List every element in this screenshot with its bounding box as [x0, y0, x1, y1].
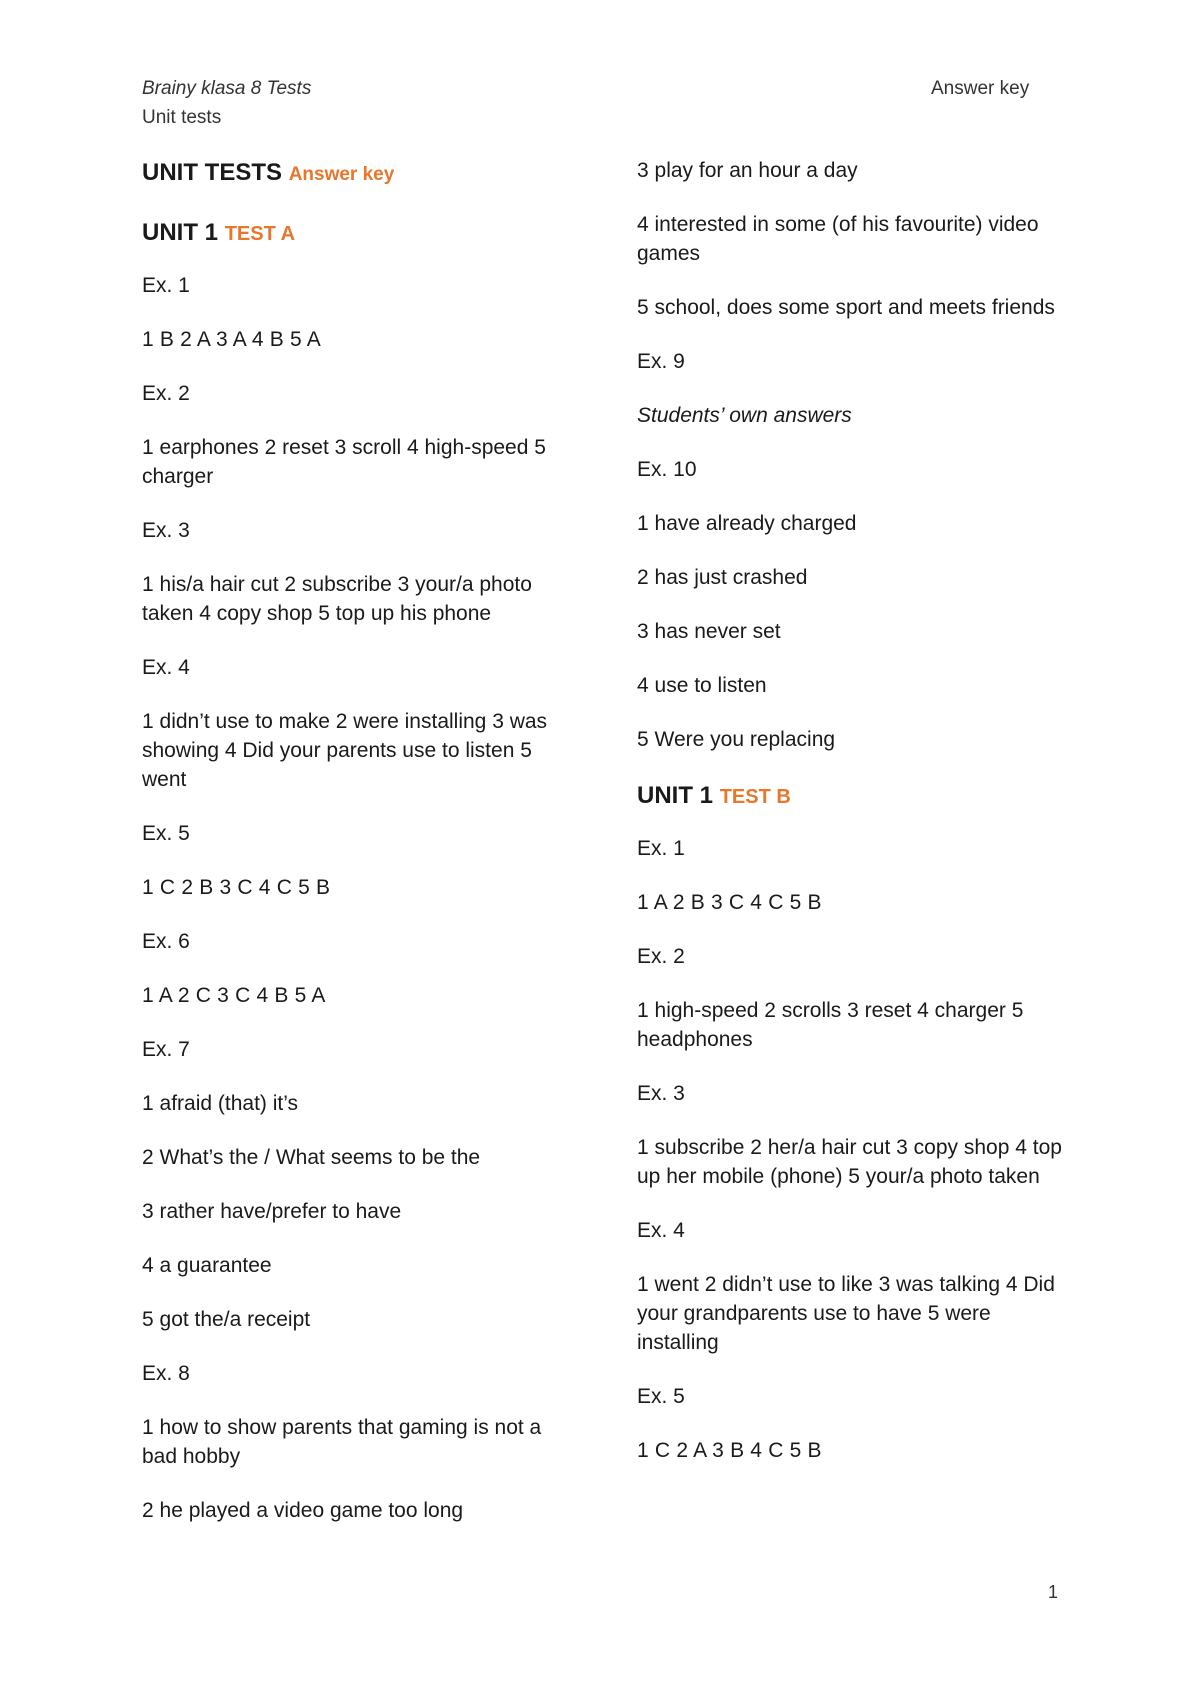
answer-line: 1 B 2 A 3 A 4 B 5 A: [142, 328, 321, 351]
header-section-title: Unit tests: [142, 107, 222, 128]
unit-heading-accent: TEST B: [719, 786, 791, 808]
exercise-label: Ex. 5: [637, 1385, 685, 1408]
answer-line: 3 play for an hour a day: [637, 159, 858, 182]
answer-line: 1 A 2 C 3 C 4 B 5 A: [142, 984, 326, 1007]
answer-line: 1 C 2 A 3 B 4 C 5 B: [637, 1439, 822, 1462]
answer-line: 1 earphones 2 reset 3 scroll 4 high-speed 5 charger: [142, 436, 546, 488]
answer-line: 5 Were you replacing: [637, 728, 836, 751]
answer-line: 1 how to show parents that gaming is not a bad hobby: [142, 1416, 542, 1468]
exercise-label: Ex. 6: [142, 930, 190, 953]
unit-heading-main: UNIT 1: [637, 782, 714, 809]
answer-line: 1 high-speed 2 scrolls 3 reset 4 charger 5 headphones: [637, 999, 1024, 1051]
page-title-accent: Answer key: [288, 164, 395, 185]
unit-heading-accent: TEST A: [224, 223, 296, 245]
exercise-label: Ex. 2: [142, 382, 190, 405]
answer-line-italic: Students’ own answers: [637, 404, 852, 427]
exercise-label: Ex. 1: [637, 837, 685, 860]
answer-line: 2 he played a video game too long: [142, 1499, 464, 1522]
unit-heading-main: UNIT 1: [142, 219, 219, 246]
header-book-title: Brainy klasa 8 Tests: [142, 78, 312, 99]
exercise-label: Ex. 1: [142, 274, 190, 297]
exercise-label: Ex. 7: [142, 1038, 190, 1061]
exercise-label: Ex. 9: [637, 350, 685, 373]
unit-heading-test-a: [142, 216, 572, 251]
page-title: [142, 156, 572, 192]
answer-line: 3 has never set: [637, 620, 781, 643]
answer-line: 1 subscribe 2 her/a hair cut 3 copy shop 4 top up her mobile (phone) 5 your/a photo taken: [637, 1136, 1062, 1188]
exercise-label: Ex. 3: [142, 519, 190, 542]
running-header-left: [142, 74, 311, 132]
answer-line: 2 What’s the / What seems to be the: [142, 1146, 481, 1169]
header-answer-key: Answer key: [931, 78, 1030, 99]
exercise-label: Ex. 4: [142, 656, 190, 679]
exercise-label: Ex. 4: [637, 1219, 685, 1242]
answer-line: 4 a guarantee: [142, 1254, 272, 1277]
exercise-label: Ex. 10: [637, 458, 697, 481]
exercise-label: Ex. 2: [637, 945, 685, 968]
page-number: 1: [1048, 1582, 1059, 1602]
answer-line: 3 rather have/prefer to have: [142, 1200, 402, 1223]
page-title-main: UNIT TESTS: [142, 159, 283, 186]
right-column: [637, 156, 1067, 1490]
answer-line: 1 his/a hair cut 2 subscribe 3 your/a photo taken 4 copy shop 5 top up his phone: [142, 573, 532, 625]
answer-line: 4 use to listen: [637, 674, 767, 697]
answer-line: 5 got the/a receipt: [142, 1308, 311, 1331]
answer-line: 1 A 2 B 3 C 4 C 5 B: [637, 891, 822, 914]
left-column: [142, 156, 572, 1550]
answer-line: 5 school, does some sport and meets friends: [637, 296, 1055, 319]
exercise-label: Ex. 8: [142, 1362, 190, 1385]
answer-line: 1 didn’t use to make 2 were installing 3 was showing 4 Did your parents use to listen 5 went: [142, 710, 548, 791]
answer-line: 1 went 2 didn’t use to like 3 was talking 4 Did your grandparents use to have 5 were installing: [637, 1273, 1055, 1354]
unit-heading-test-b: [637, 779, 1067, 814]
answer-line: 1 afraid (that) it’s: [142, 1092, 299, 1115]
answer-line: 2 has just crashed: [637, 566, 808, 589]
exercise-label: Ex. 3: [637, 1082, 685, 1105]
answer-line: 4 interested in some (of his favourite) video games: [637, 213, 1039, 265]
answer-line: 1 have already charged: [637, 512, 857, 535]
exercise-label: Ex. 5: [142, 822, 190, 845]
answer-line: 1 C 2 B 3 C 4 C 5 B: [142, 876, 331, 899]
